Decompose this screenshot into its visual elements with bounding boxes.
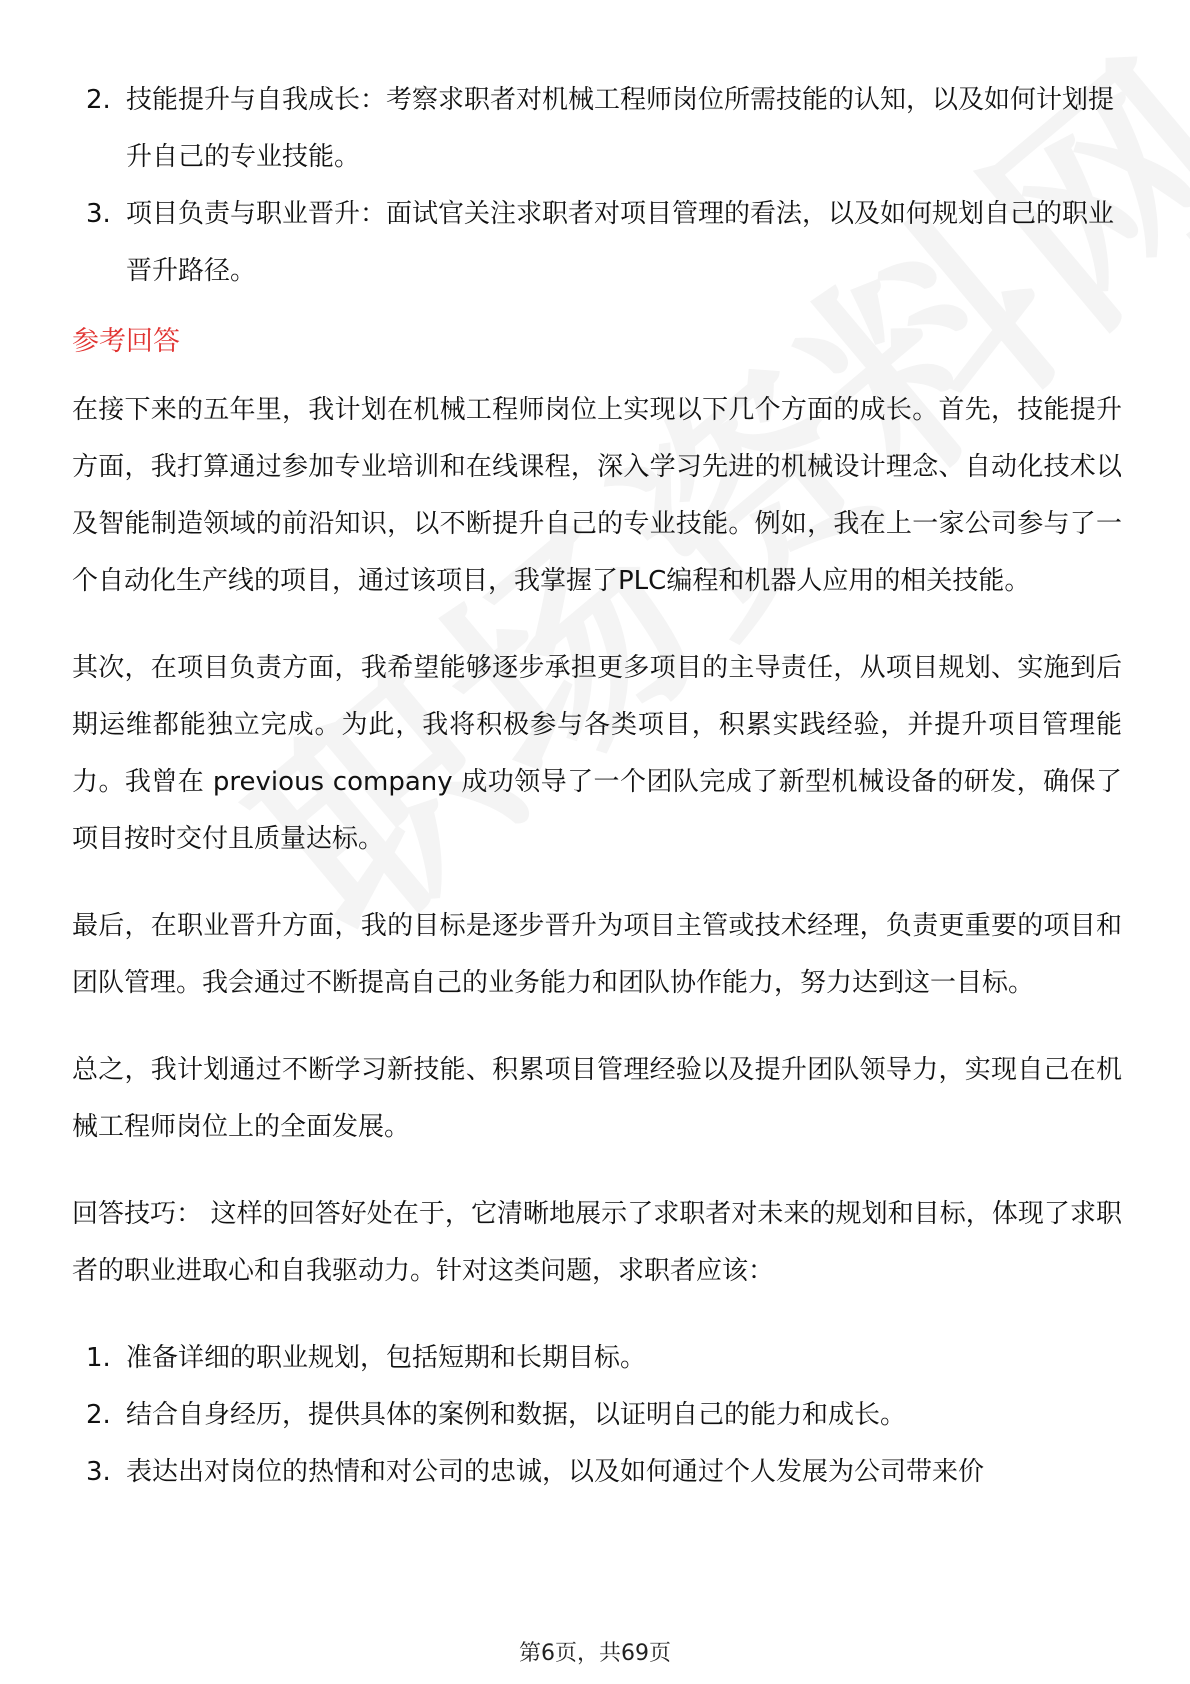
list-item-number: 3. — [86, 1457, 111, 1487]
tips-numbered-list — [72, 1330, 1122, 1501]
list-item-text: 准备详细的职业规划，包括短期和长期目标。 — [126, 1343, 647, 1373]
page-number-footer: 第6页，共69页 — [519, 1641, 671, 1666]
page-content — [72, 72, 1122, 1501]
list-item — [72, 1387, 1122, 1444]
list-item — [72, 72, 1122, 186]
list-item — [72, 186, 1122, 300]
list-item-number: 1. — [86, 1343, 111, 1373]
answer-tips-paragraph: 回答技巧： 这样的回答好处在于，它清晰地展示了求职者对未来的规划和目标，体现了求职者的职业进取心和自我驱动力。针对这类问题，求职者应该： — [72, 1199, 1122, 1286]
list-item-number: 2. — [86, 85, 111, 115]
list-item-number: 3. — [86, 199, 111, 229]
top-numbered-list — [72, 72, 1122, 300]
list-item-text: 技能提升与自我成长：考察求职者对机械工程师岗位所需技能的认知，以及如何计划提升自己的专业技能。 — [126, 85, 1115, 172]
list-item-number: 2. — [86, 1400, 111, 1430]
paragraph: 其次，在项目负责方面，我希望能够逐步承担更多项目的主导责任，从项目规划、实施到后期运维都能独立完成。为此，我将积极参与各类项目，积累实践经验，并提升项目管理能力。我曾在 previous company 成功领导了一个团队完成了新型机械设备的研发，确保了项目按时交付且质量达标。 — [72, 653, 1122, 854]
paragraph: 在接下来的五年里，我计划在机械工程师岗位上实现以下几个方面的成长。首先，技能提升方面，我打算通过参加专业培训和在线课程，深入学习先进的机械设计理念、自动化技术以及智能制造领域的前沿知识，以不断提升自己的专业技能。例如，我在上一家公司参与了一个自动化生产线的项目，通过该项目，我掌握了PLC编程和机器人应用的相关技能。 — [72, 395, 1122, 596]
paragraph: 最后，在职业晋升方面，我的目标是逐步晋升为项目主管或技术经理，负责更重要的项目和团队管理。我会通过不断提高自己的业务能力和团队协作能力，努力达到这一目标。 — [72, 911, 1122, 998]
list-item-text: 项目负责与职业晋升：面试官关注求职者对项目管理的看法，以及如何规划自己的职业晋升路径。 — [126, 199, 1115, 286]
section-title: 参考回答 — [72, 326, 180, 357]
list-item-text: 表达出对岗位的热情和对公司的忠诚，以及如何通过个人发展为公司带来价 — [126, 1457, 985, 1487]
list-item-text: 结合自身经历，提供具体的案例和数据，以证明自己的能力和成长。 — [126, 1400, 907, 1430]
list-item — [72, 1444, 1122, 1501]
list-item — [72, 1330, 1122, 1387]
paragraph: 总之，我计划通过不断学习新技能、积累项目管理经验以及提升团队领导力，实现自己在机械工程师岗位上的全面发展。 — [72, 1055, 1122, 1142]
